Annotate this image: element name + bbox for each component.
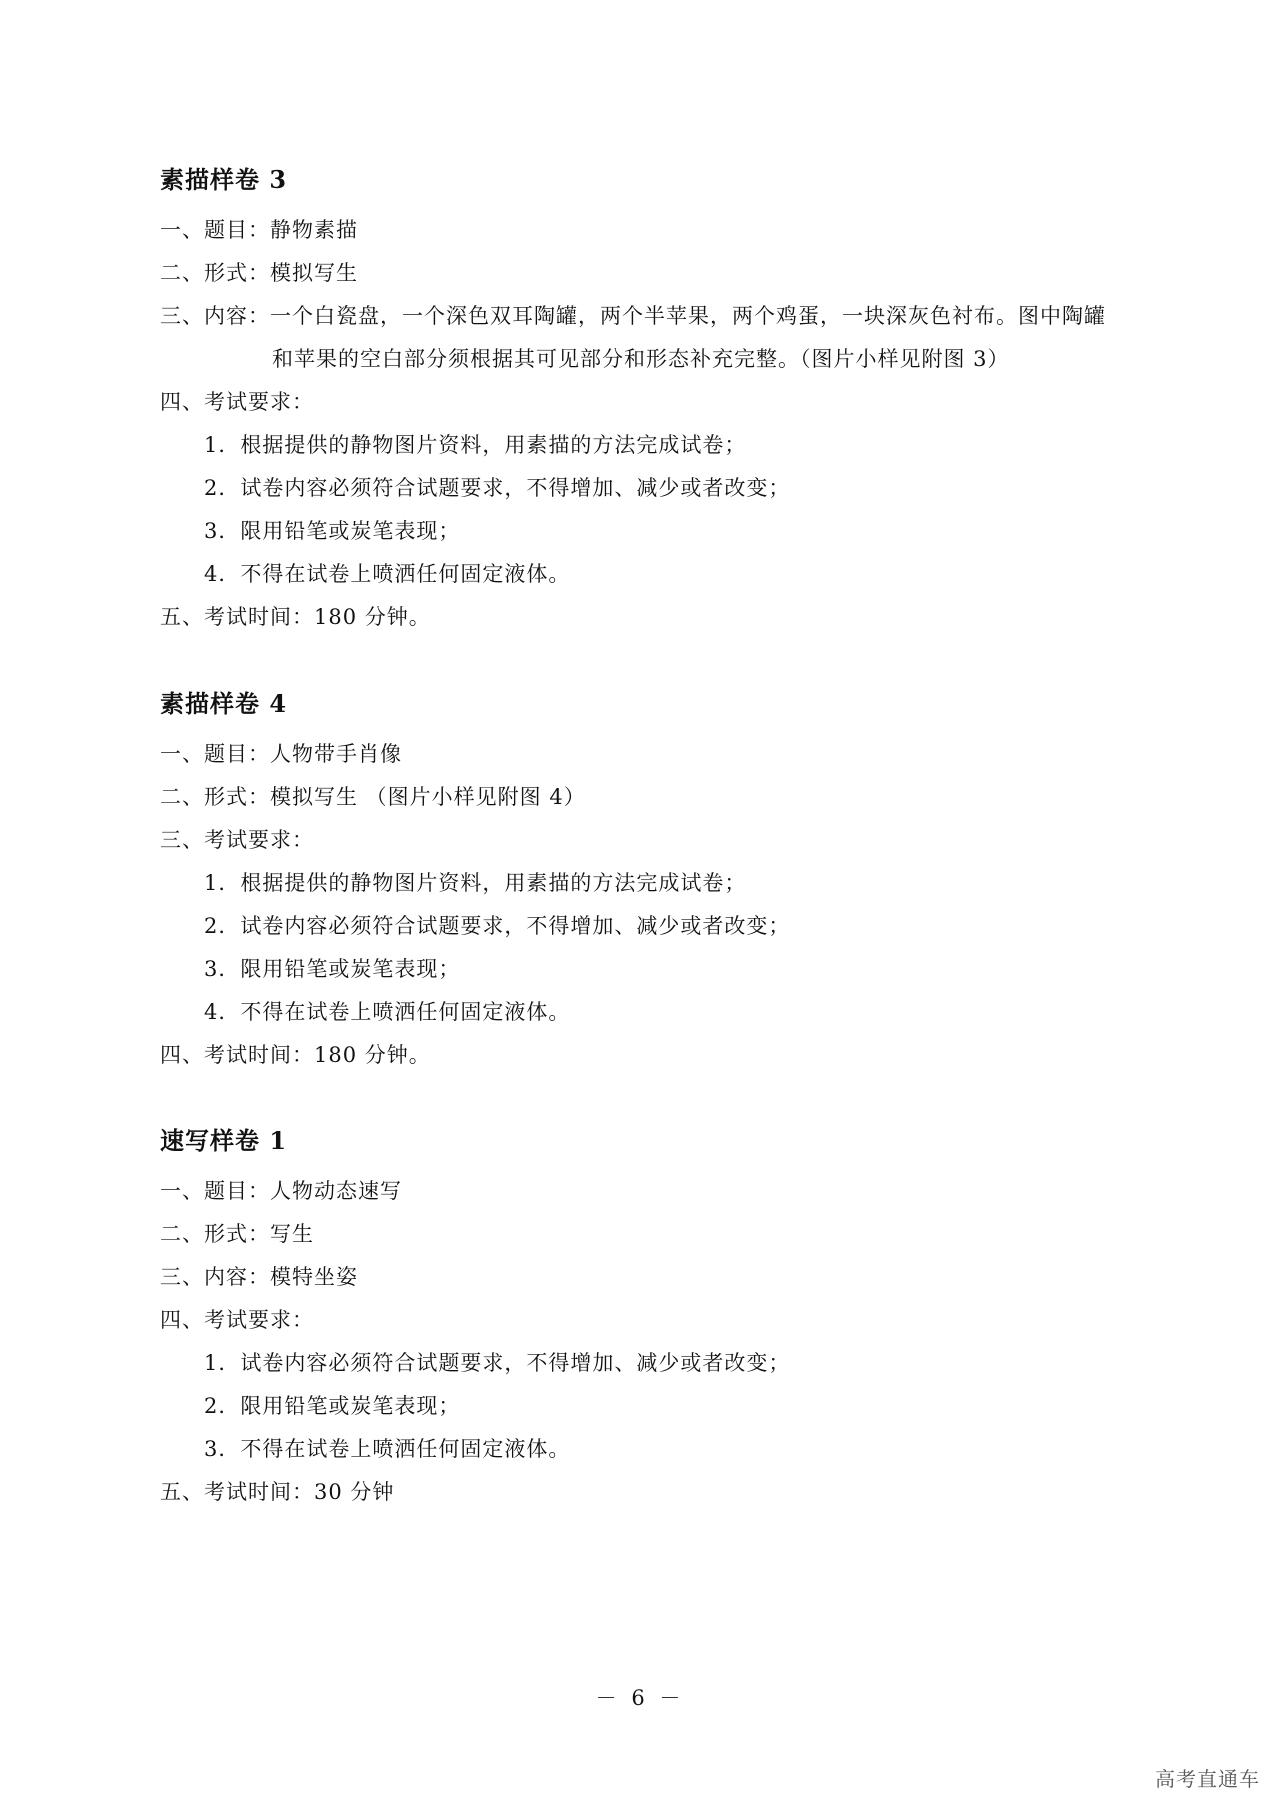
item-topic: 一、题目：静物素描 — [160, 218, 358, 242]
section-sketch-paper-4 — [160, 689, 1140, 1077]
requirement-3: 3．限用铅笔或炭笔表现； — [204, 519, 461, 543]
item-content: 三、内容：模特坐姿 — [160, 1265, 358, 1289]
item-form: 二、形式：模拟写生 — [160, 261, 358, 285]
requirement-1: 1．根据提供的静物图片资料，用素描的方法完成试卷； — [204, 433, 747, 457]
item-form: 二、形式：模拟写生 （图片小样见附图 4） — [160, 785, 586, 809]
page-number: － 6 － — [595, 1686, 685, 1710]
item-requirements: 四、考试要求： — [160, 1308, 314, 1332]
item-topic: 一、题目：人物动态速写 — [160, 1179, 402, 1203]
section-sketch-paper-3 — [160, 165, 1140, 639]
item-content-continued: 和苹果的空白部分须根据其可见部分和形态补充完整。（图片小样见附图 3） — [272, 347, 1010, 371]
item-requirements: 四、考试要求： — [160, 390, 314, 414]
watermark: 高考直通车 — [1155, 1767, 1260, 1791]
requirement-1: 1．根据提供的静物图片资料，用素描的方法完成试卷； — [204, 871, 747, 895]
item-content: 三、内容：一个白瓷盘，一个深色双耳陶罐，两个半苹果，两个鸡蛋，一块深灰色衬布。图中陶罐 — [160, 304, 1106, 328]
requirement-4: 4．不得在试卷上喷洒任何固定液体。 — [204, 562, 571, 586]
item-exam-time: 五、考试时间：30 分钟 — [160, 1480, 395, 1504]
section-title: 素描样卷 3 — [160, 165, 288, 194]
requirement-1: 1．试卷内容必须符合试题要求，不得增加、减少或者改变； — [204, 1351, 791, 1375]
requirement-2: 2．试卷内容必须符合试题要求，不得增加、减少或者改变； — [204, 476, 791, 500]
item-topic: 一、题目：人物带手肖像 — [160, 742, 402, 766]
requirement-2: 2．限用铅笔或炭笔表现； — [204, 1394, 461, 1418]
item-exam-time: 四、考试时间：180 分钟。 — [160, 1043, 431, 1067]
item-requirements: 三、考试要求： — [160, 828, 314, 852]
requirement-2: 2．试卷内容必须符合试题要求，不得增加、减少或者改变； — [204, 914, 791, 938]
section-title: 速写样卷 1 — [160, 1126, 288, 1155]
section-quick-sketch-paper-1 — [160, 1126, 1140, 1514]
requirement-3: 3．限用铅笔或炭笔表现； — [204, 957, 461, 981]
section-title: 素描样卷 4 — [160, 689, 288, 718]
item-form: 二、形式：写生 — [160, 1222, 314, 1246]
requirement-3: 3．不得在试卷上喷洒任何固定液体。 — [204, 1437, 571, 1461]
item-exam-time: 五、考试时间：180 分钟。 — [160, 605, 431, 629]
requirement-4: 4．不得在试卷上喷洒任何固定液体。 — [204, 1000, 571, 1024]
